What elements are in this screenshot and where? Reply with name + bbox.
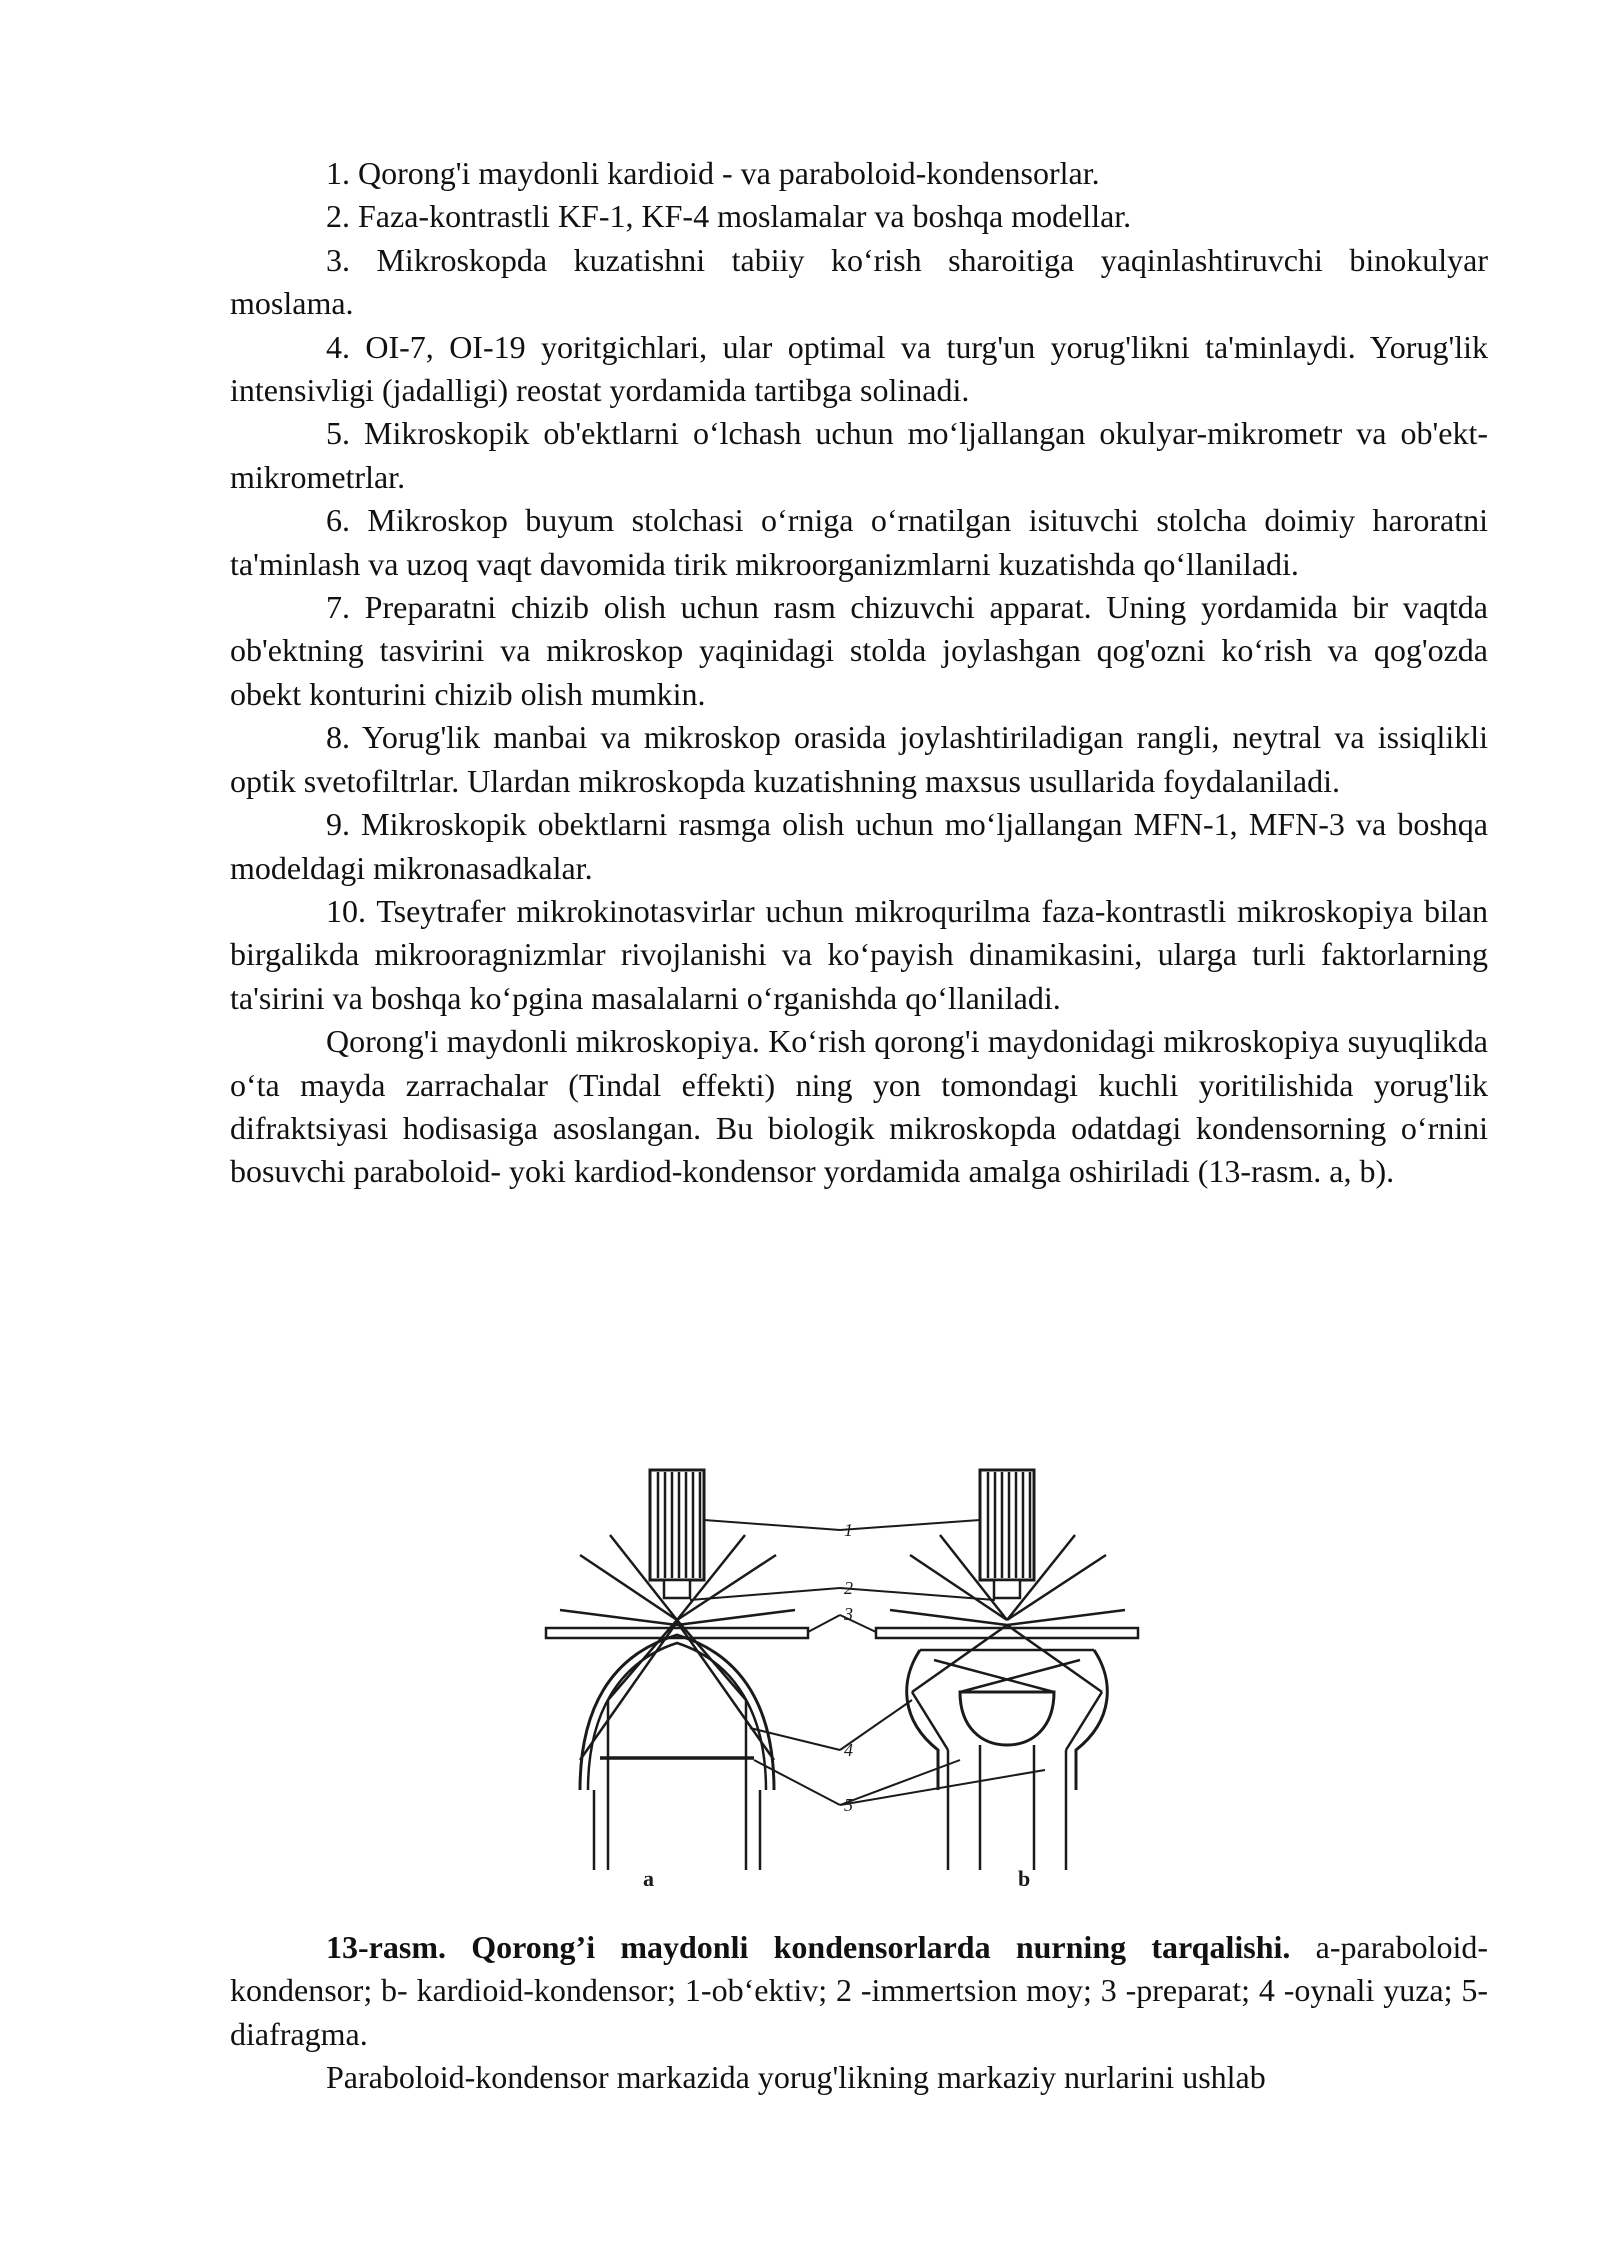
dark-field-paragraph: Qorong'i maydonli mikroskopiya. Ko‘rish qorong'i maydonidagi mikroskopiya suyuqlikda o‘ta mayda zarrachalar (Tindal effekti) ning yon tomondagi kuchli yoritilishida yorug'lik difraktsiyasi hodisasiga asoslangan. Bu biologik mikroskopda odatdagi kondensorning o‘rnini bosuvchi paraboloid- yoki kardiod-kondensor yordamida amalga oshiriladi (13-rasm. a, b). bbox=[230, 1023, 1488, 1190]
list-item-6: 6. Mikroskop buyum stolchasi o‘rniga o‘rnatilgan isituvchi stolcha doimiy haroratni ta'minlash va uzoq vaqt davomida tirik mikroorganizmlarni kuzatishda qo‘llaniladi. bbox=[230, 502, 1488, 582]
figure-label-b: b bbox=[1018, 1866, 1031, 1890]
list-item-9: 9. Mikroskopik obektlarni rasmga olish uchun mo‘ljallangan MFN-1, MFN-3 va boshqa modeldagi mikronasadkalar. bbox=[230, 806, 1488, 886]
list-item-8: 8. Yorug'lik manbai va mikroskop orasida joylashtiriladigan rangli, neytral va issiqlikli optik svetofiltrlar. Ulardan mikroskopda kuzatishning maxsus usullarida foydalaniladi. bbox=[230, 719, 1488, 799]
list-item-10: 10. Tseytrafer mikrokinotasvirlar uchun mikroqurilma faza-kontrastli mikroskopiya bilan birgalikda mikrooragnizmlar rivojlanishi va ko‘payish dinamikasini, ularga turli faktorlarning ta'sirini va boshqa ko‘pgina masalalarni o‘rganishda qo‘llaniladi. bbox=[230, 892, 1488, 1016]
list-item-2: 2. Faza-kontrastli KF-1, KF-4 moslamalar va boshqa modellar. bbox=[326, 198, 1132, 235]
list-item-7: 7. Preparatni chizib olish uchun rasm chizuvchi apparat. Uning yordamida bir vaqtda ob'ektning tasvirini va mikroskop yaqinidagi stolda joylashgan qog'ozni ko‘rish va qog'ozda obekt konturini chizib olish mumkin. bbox=[230, 589, 1488, 712]
condenser-diagram bbox=[540, 1460, 1180, 1890]
callout-1: 1 bbox=[844, 1520, 853, 1540]
body-text bbox=[230, 152, 1488, 1194]
figure-caption bbox=[230, 1926, 1488, 2100]
final-paragraph: Paraboloid-kondensor markazida yorug'likning markaziy nurlarini ushlab bbox=[326, 2059, 1266, 2096]
callout-3: 3 bbox=[844, 1604, 853, 1624]
list-item-3: 3. Mikroskopda kuzatishni tabiiy ko‘rish sharoitiga yaqinlashtiruvchi binokulyar moslama. bbox=[230, 241, 1488, 322]
condenser-figure bbox=[540, 1460, 1180, 1890]
callout-5: 5 bbox=[844, 1795, 853, 1815]
list-item-5: 5. Mikroskopik ob'ektlarni o‘lchash uchun mo‘ljallangan okulyar-mikrometr va ob'ekt-mikrometrlar. bbox=[230, 415, 1488, 495]
callout-2: 2 bbox=[844, 1578, 853, 1598]
caption-paragraph bbox=[230, 1926, 1488, 2056]
callout-4: 4 bbox=[844, 1740, 853, 1760]
list-item-4: 4. OI-7, OI-19 yoritgichlari, ular optimal va turg'un yorug'likni ta'minlaydi. Yorug'lik intensivligi (jadalligi) reostat yordamida tartibga solinadi. bbox=[230, 328, 1488, 409]
objective-a bbox=[650, 1470, 704, 1598]
caption-title: 13-rasm. Qorong’i maydonli kondensorlarda nurning tarqalishi. bbox=[326, 1929, 1291, 1965]
figure-label-a: a bbox=[643, 1866, 654, 1890]
caption-text: a-paraboloid-kondensor; b- kardioid-kondensor; 1-ob‘ektiv; 2 -immertsion moy; 3 -preparat; 4 -oynali yuza; 5- diafragma. bbox=[230, 1929, 1489, 2052]
objective-b bbox=[980, 1470, 1034, 1598]
list-item-1: 1. Qorong'i maydonli kardioid - va paraboloid-kondensorlar. bbox=[326, 155, 1100, 191]
